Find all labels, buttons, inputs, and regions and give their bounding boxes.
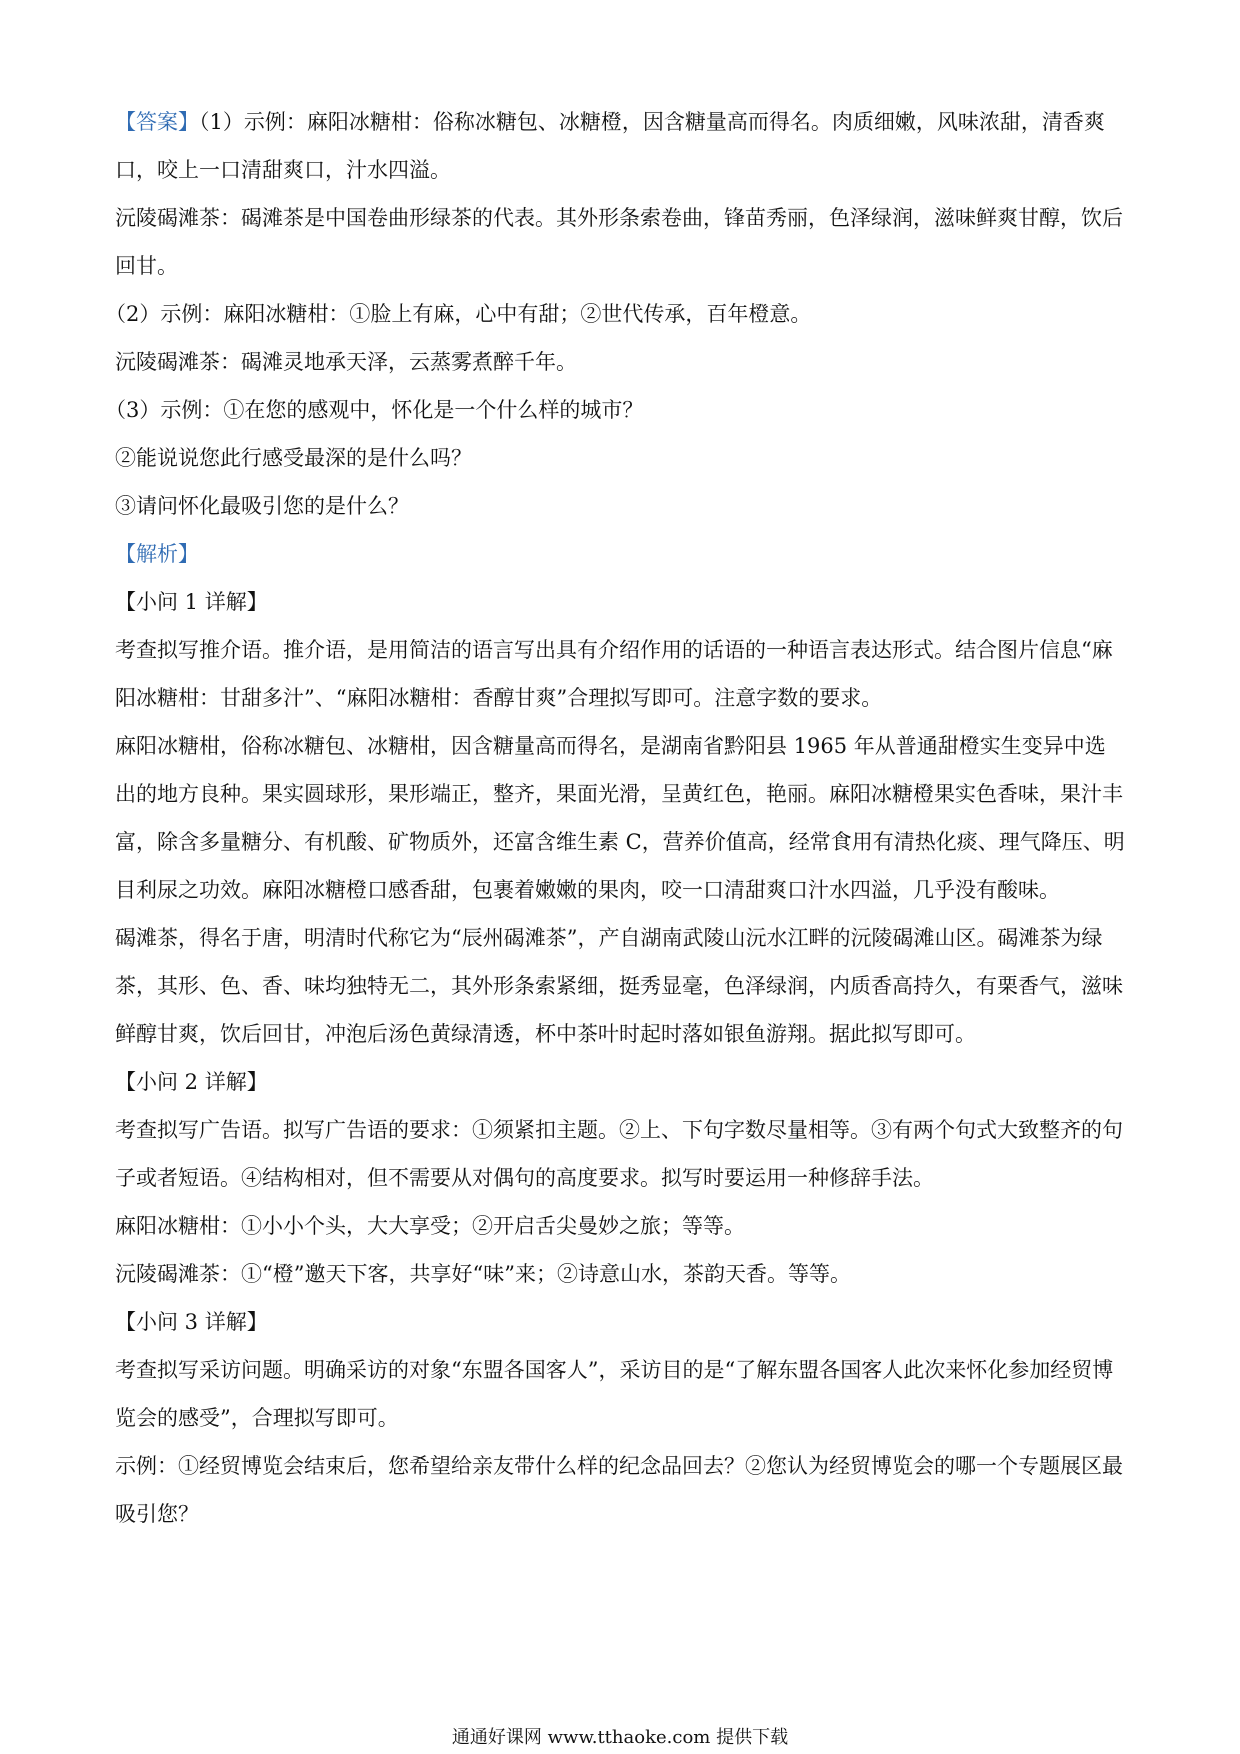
analysis-label: 【解析】 bbox=[115, 542, 199, 566]
answer-paragraph-2: 沅陵碣滩茶：碣滩茶是中国卷曲形绿茶的代表。其外形条索卷曲，锋苗秀丽，色泽绿润，滋味鲜爽甘醇，饮后回甘。 bbox=[115, 206, 1123, 278]
page-footer: 通通好课网 www.tthaoke.com 提供下载 bbox=[451, 1727, 789, 1748]
question-3-heading: 【小问 3 详解】 bbox=[115, 1310, 268, 1334]
answer-paragraph-5: （3）示例：①在您的感观中，怀化是一个什么样的城市？ bbox=[105, 398, 644, 422]
question-2-paragraph-3: 沅陵碣滩茶：①“橙”邀天下客，共享好“味”来；②诗意山水，茶韵天香。等等。 bbox=[115, 1262, 851, 1286]
answer-paragraph-1 bbox=[115, 98, 1125, 194]
question-3-paragraph-2: 示例：①经贸博览会结束后，您希望给亲友带什么样的纪念品回去？②您认为经贸博览会的哪一个专题展区最吸引您？ bbox=[115, 1454, 1123, 1526]
answer-paragraph-6: ②能说说您此行感受最深的是什么吗？ bbox=[115, 446, 472, 470]
question-2-heading: 【小问 2 详解】 bbox=[115, 1070, 268, 1094]
answer-text-1: （1）示例：麻阳冰糖柑：俗称冰糖包、冰糖橙，因含糖量高而得名。肉质细嫩，风味浓甜，清香爽口，咬上一口清甜爽口，汁水四溢。 bbox=[115, 110, 1105, 182]
question-1-heading: 【小问 1 详解】 bbox=[115, 590, 268, 614]
answer-paragraph-7: ③请问怀化最吸引您的是什么？ bbox=[115, 494, 409, 518]
document-body bbox=[105, 98, 1125, 1538]
answer-paragraph-3: （2）示例：麻阳冰糖柑：①脸上有麻，心中有甜；②世代传承，百年橙意。 bbox=[105, 302, 812, 326]
question-3-paragraph-1: 考查拟写采访问题。明确采访的对象“东盟各国客人”，采访目的是“了解东盟各国客人此次来怀化参加经贸博览会的感受”，合理拟写即可。 bbox=[115, 1358, 1114, 1430]
answer-paragraph-4: 沅陵碣滩茶：碣滩灵地承天泽，云蒸雾煮醉千年。 bbox=[115, 350, 577, 374]
question-1-paragraph-3: 碣滩茶，得名于唐，明清时代称它为“辰州碣滩茶”，产自湖南武陵山沅水江畔的沅陵碣滩山区。碣滩茶为绿茶，其形、色、香、味均独特无二，其外形条索紧细，挺秀显毫，色泽绿润，内质香高持久，有栗香气，滋味鲜醇甘爽，饮后回甘，冲泡后汤色黄绿清透，杯中茶叶时起时落如银鱼游翔。据此拟写即可。 bbox=[115, 926, 1123, 1046]
answer-label: 【答案】 bbox=[115, 110, 199, 134]
question-1-paragraph-2: 麻阳冰糖柑，俗称冰糖包、冰糖柑，因含糖量高而得名，是湖南省黔阳县 1965 年从普通甜橙实生变异中选出的地方良种。果实圆球形，果形端正，整齐，果面光滑，呈黄红色，艳丽。麻阳冰糖橙果实色香味，果汁丰富，除含多量糖分、有机酸、矿物质外，还富含维生素 C，营养价值高，经常食用有清热化痰、理气降压、明目利尿之功效。麻阳冰糖橙口感香甜，包裹着嫩嫩的果肉，咬一口清甜爽口汁水四溢，几乎没有酸味。 bbox=[115, 734, 1125, 902]
question-1-paragraph-1: 考查拟写推介语。推介语，是用简洁的语言写出具有介绍作用的话语的一种语言表达形式。结合图片信息“麻阳冰糖柑：甘甜多汁”、“麻阳冰糖柑：香醇甘爽”合理拟写即可。注意字数的要求。 bbox=[115, 638, 1113, 710]
question-2-paragraph-2: 麻阳冰糖柑：①小小个头，大大享受；②开启舌尖曼妙之旅；等等。 bbox=[115, 1214, 745, 1238]
question-2-paragraph-1: 考查拟写广告语。拟写广告语的要求：①须紧扣主题。②上、下句字数尽量相等。③有两个句式大致整齐的句子或者短语。④结构相对，但不需要从对偶句的高度要求。拟写时要运用一种修辞手法。 bbox=[115, 1118, 1123, 1190]
